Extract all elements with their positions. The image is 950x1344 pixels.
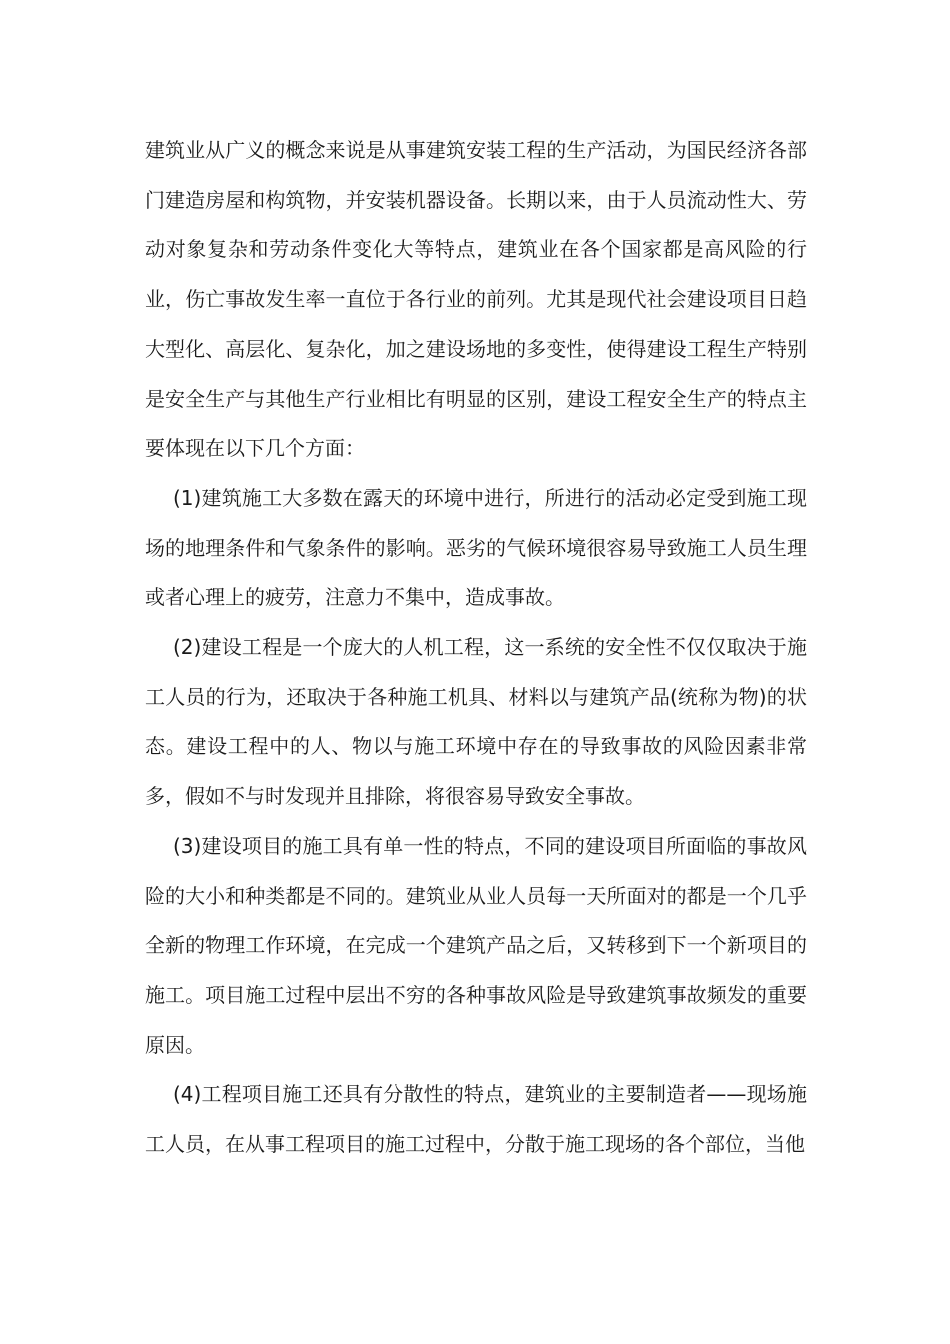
paragraph-point-3: (3)建设项目的施工具有单一性的特点，不同的建设项目所面临的事故风险的大小和种类都是不同的。建筑业从业人员每一天所面对的都是一个几乎全新的物理工作环境，在完成一个建筑产品之后，又转移到下一个新项目的施工。项目施工过程中层出不穷的各种事故风险是导致建筑事故频发的重要原因。 <box>145 833 807 1057</box>
paragraph-point-4: (4)工程项目施工还具有分散性的特点，建筑业的主要制造者——现场施工人员，在从事工程项目的施工过程中，分散于施工现场的各个部位，当他 <box>145 1082 807 1157</box>
paragraph-point-2: (2)建设工程是一个庞大的人机工程，这一系统的安全性不仅仅取决于施工人员的行为，还取决于各种施工机具、材料以与建筑产品(统称为物)的状态。建设工程中的人、物以与施工环境中存在的导致事故的风险因素非常多，假如不与时发现并且排除，将很容易导致安全事故。 <box>145 635 807 809</box>
document-body <box>145 126 807 1170</box>
paragraph-point-1: (1)建筑施工大多数在露天的环境中进行，所进行的活动必定受到施工现场的地理条件和气象条件的影响。恶劣的气候环境很容易导致施工人员生理或者心理上的疲劳，注意力不集中，造成事故。 <box>145 485 807 610</box>
paragraph-intro: 建筑业从广义的概念来说是从事建筑安装工程的生产活动，为国民经济各部门建造房屋和构筑物，并安装机器设备。长期以来，由于人员流动性大、劳动对象复杂和劳动条件变化大等特点，建筑业在各个国家都是高风险的行业，伤亡事故发生率一直位于各行业的前列。尤其是现代社会建设项目日趋大型化、高层化、复杂化，加之建设场地的多变性，使得建设工程生产特别是安全生产与其他生产行业相比有明显的区别，建设工程安全生产的特点主要体现在以下几个方面： <box>145 138 807 461</box>
